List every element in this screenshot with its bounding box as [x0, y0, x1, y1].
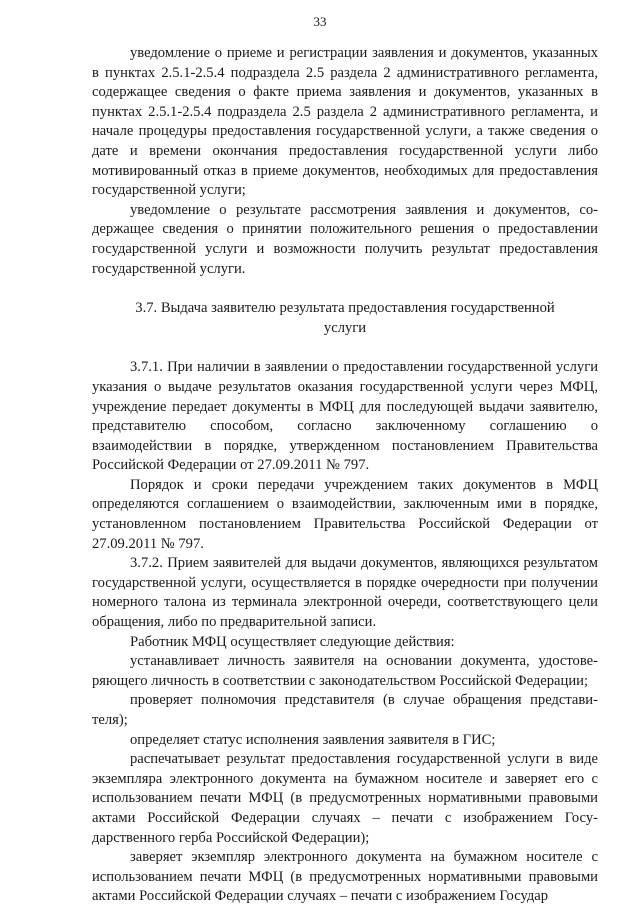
- section-heading: 3.7. Выдача заявителю результата предоставления государственной услуги: [135, 300, 555, 336]
- paragraph: Порядок и сроки передачи учреждением таких документов в МФЦ определяются соглашением о взаимодействии, заключенным ими в порядке, установленном постановлением Правительства Российской Федерации от 27.09.2011 № 797.: [92, 476, 598, 552]
- page-number: 33: [313, 14, 327, 29]
- paragraph: проверяет полномочия представителя (в случае обращения представителя);: [92, 692, 598, 728]
- paragraph: Работник МФЦ осуществляет следующие действия:: [130, 633, 455, 650]
- paragraph: уведомление о приеме и регистрации заявления и документов, указанных в пунктах 2.5.1-2.5.4 подраздела 2.5 раздела 2 административного регламента, содержащее сведения о факте приема заявления и документов, указанных в пунктах 2.5.1-2.5.4 подраздела 2.5 раздела 2 административного регламента, и начале процедуры предоставления государственной услуги, а также сведения о дате и времени окончания предоставления государственной услуги либо мотивированный отказ в приеме документов, необходимых для предоставления государственной услуги;: [92, 45, 598, 199]
- paragraph: заверяет экземпляр электронного документа на бумажном носителе с использованием печати МФЦ (в предусмотренных нормативными правовыми актами Российской Федерации случаях – печати с изображением Государ: [92, 849, 598, 905]
- paragraph: уведомление о результате рассмотрения заявления и документов, содержащее сведения о принятии положительного решения о предоставлении государственной услуги и возможности получить результат предоставления государственной услуги.: [92, 201, 598, 277]
- paragraph: устанавливает личность заявителя на основании документа, удостоверяющего личность в соответствии с законодательством Российской Федерации;: [92, 653, 598, 689]
- paragraph: 3.7.1. При наличии в заявлении о предоставлении государственной услуги указания о выдаче результатов оказания государственной услуги через МФЦ, учреждение передает документы в МФЦ для последующей выдачи заявителю, представителю способом, согласно заключенному соглашению о взаимодействии в порядке, утвержденном постановлением Правительства Российской Федерации от 27.09.2011 № 797.: [92, 359, 598, 474]
- document-body: [92, 44, 598, 907]
- paragraph: 3.7.2. Прием заявителей для выдачи документов, являющихся результатом государственной услуги, осуществляется в порядке очередности при получении номерного талона из терминала электронной очереди, соответствующего цели обращения, либо по предварительной записи.: [92, 555, 598, 631]
- paragraph: определяет статус исполнения заявления заявителя в ГИС;: [130, 731, 496, 748]
- paragraph: распечатывает результат предоставления государственной услуги в виде экземпляра электронного документа на бумажном носителе и заверяет его с использованием печати МФЦ (в предусмотренных нормативными правовыми актами Российской Федерации случаях – печати с изображением Государственного герба Российской Федерации);: [92, 751, 598, 846]
